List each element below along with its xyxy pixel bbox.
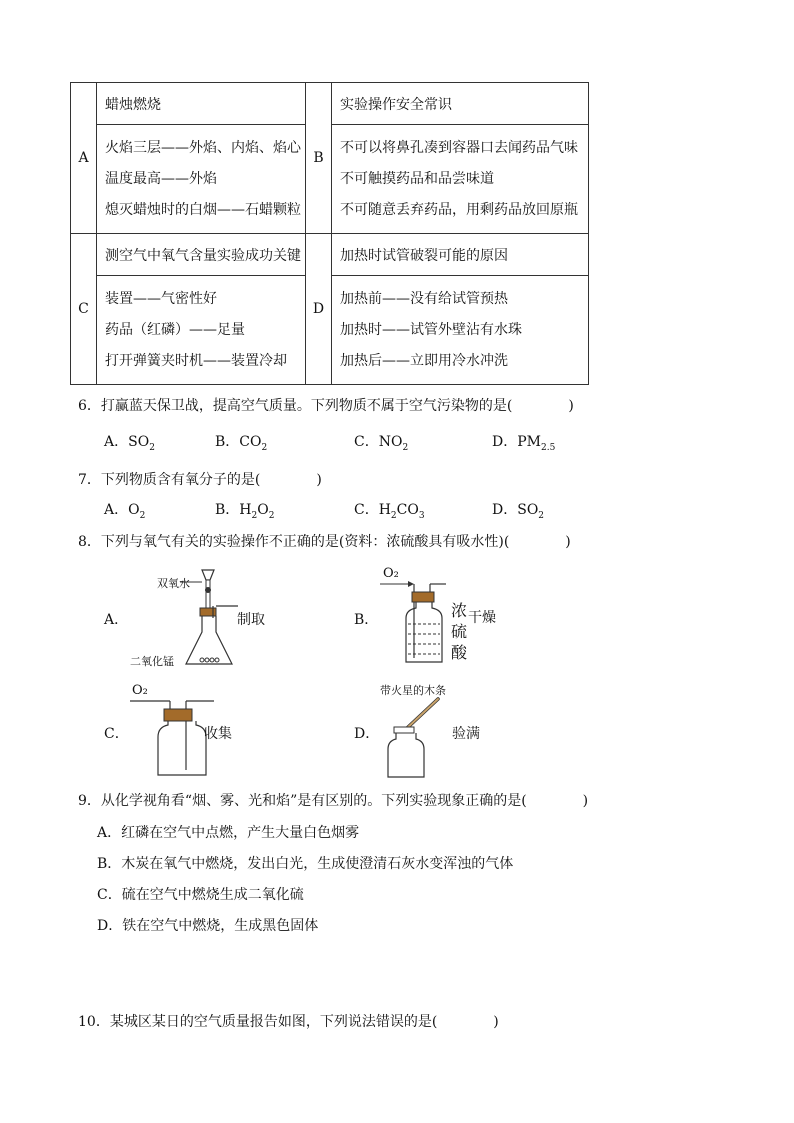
option-b-content — [332, 125, 589, 234]
option-c-line: 装置——气密性好 — [105, 290, 217, 307]
q8-option-d-letter[interactable]: D． — [354, 726, 380, 742]
q7-option-a[interactable] — [104, 499, 145, 521]
option-b-line: 不可触摸药品和品尝味道 — [340, 170, 494, 187]
option-d-line: 加热后——立即用冷水冲洗 — [340, 352, 508, 369]
q8-option-b-gas: O₂ — [383, 566, 399, 581]
q8-option-a-letter[interactable]: A． — [104, 612, 129, 628]
q6-option-d-text: D．PM — [492, 434, 541, 450]
option-a-title: 蜡烛燃烧 — [97, 83, 306, 125]
q7-option-a-text: A．O — [104, 502, 140, 518]
option-b-title: 实验操作安全常识 — [332, 83, 589, 125]
option-a-line: 熄灭蜡烛时的白烟——石蜡颗粒 — [105, 201, 301, 218]
q7-option-c-text1: C．H — [354, 502, 391, 518]
q7-option-c-sub2: 3 — [418, 510, 425, 521]
option-c-letter: C — [71, 234, 97, 385]
q7-option-c[interactable] — [354, 499, 425, 521]
gas-washing-bottle-icon — [380, 578, 450, 668]
question-9-stem: 9．从化学视角看“烟、雾、光和焰”是有区别的。下列实验现象正确的是( ) — [78, 793, 589, 809]
q8-option-d-action: 验满 — [452, 726, 480, 742]
option-c-line: 药品（红磷）——足量 — [105, 321, 245, 338]
option-a-letter: A — [71, 83, 97, 234]
q6-option-d-sub: 2.5 — [540, 442, 556, 453]
q7-option-b-sub2: 2 — [268, 510, 275, 521]
manganese-dioxide-label: 二氧化锰 — [130, 655, 174, 668]
q6-option-b-text: B．CO — [215, 434, 262, 450]
q6-option-c[interactable] — [354, 431, 408, 453]
question-10-stem: 10．某城区某日的空气质量报告如图，下列说法错误的是( ) — [78, 1014, 499, 1030]
q6-option-a-text: A．SO — [104, 434, 150, 450]
q8-option-c-gas: O₂ — [132, 683, 148, 698]
option-a-line: 温度最高——外焰 — [105, 170, 217, 187]
q7-option-d[interactable] — [492, 499, 544, 521]
q9-option-d[interactable]: D．铁在空气中燃烧，生成黑色固体 — [97, 918, 319, 934]
q6-option-b[interactable] — [215, 431, 267, 453]
option-b-line: 不可以将鼻孔凑到容器口去闻药品气味 — [340, 139, 578, 156]
flask-apparatus-icon — [180, 562, 240, 672]
option-d-title: 加热时试管破裂可能的原因 — [332, 234, 589, 276]
acid-char-2: 硫 — [451, 622, 468, 641]
glowing-stick-label: 带火星的木条 — [380, 684, 446, 697]
q8-option-b-letter[interactable]: B． — [354, 612, 379, 628]
hydrogen-peroxide-label: 双氧水 — [157, 577, 190, 590]
q8-option-b-action: 干燥 — [468, 610, 496, 626]
q6-option-a[interactable] — [104, 431, 155, 453]
q7-option-a-sub: 2 — [139, 510, 146, 521]
q7-option-b-text1: B．H — [215, 502, 252, 518]
option-d-line: 加热前——没有给试管预热 — [340, 290, 508, 307]
q8-option-a-action: 制取 — [237, 612, 265, 628]
option-c-title: 测空气中氧气含量实验成功关键 — [97, 234, 306, 276]
q6-option-c-sub: 2 — [402, 442, 409, 453]
q7-option-c-text2: CO — [396, 502, 419, 518]
question-8-stem: 8．下列与氧气有关的实验操作不正确的是(资料：浓硫酸具有吸水性)( ) — [78, 534, 571, 550]
question-7-stem: 7．下列物质含有氧分子的是( ) — [78, 472, 322, 488]
q7-option-c-sub1: 2 — [390, 510, 397, 521]
bottle-with-glowing-stick-icon — [380, 695, 460, 780]
acid-char-3: 酸 — [451, 643, 468, 662]
option-c-line: 打开弹簧夹时机——装置冷却 — [105, 352, 287, 369]
option-b-line: 不可随意丢弃药品，用剩药品放回原瓶 — [340, 201, 578, 218]
q7-option-d-text: D．SO — [492, 502, 539, 518]
q9-option-c[interactable]: C．硫在空气中燃烧生成二氧化硫 — [97, 887, 304, 903]
q9-option-b[interactable]: B．木炭在氧气中燃烧，发出白光，生成使澄清石灰水变浑浊的气体 — [97, 856, 514, 872]
q7-option-b[interactable] — [215, 499, 274, 521]
q6-option-a-sub: 2 — [149, 442, 155, 453]
q8-option-c-letter[interactable]: C． — [104, 726, 129, 742]
option-b-letter: B — [306, 83, 332, 234]
knowledge-table — [70, 82, 589, 385]
option-a-content — [97, 125, 306, 234]
q7-option-b-sub1: 2 — [251, 510, 258, 521]
option-d-letter: D — [306, 234, 332, 385]
q6-option-b-sub: 2 — [261, 442, 268, 453]
q9-option-a[interactable]: A．红磷在空气中点燃，产生大量白色烟雾 — [97, 825, 360, 841]
q6-option-c-text: C．NO — [354, 434, 403, 450]
acid-char-1: 浓 — [451, 601, 468, 620]
q6-option-d[interactable] — [492, 431, 555, 453]
option-c-content — [97, 276, 306, 385]
option-d-content — [332, 276, 589, 385]
question-6-stem: 6．打赢蓝天保卫战，提高空气质量。下列物质不属于空气污染物的是( ) — [78, 398, 574, 414]
q8-option-c-action: 收集 — [204, 726, 232, 742]
q7-option-d-sub: 2 — [538, 510, 545, 521]
option-d-line: 加热时——试管外壁沾有水珠 — [340, 321, 522, 338]
option-a-line: 火焰三层——外焰、内焰、焰心 — [105, 139, 301, 156]
q7-option-b-text2: O — [257, 502, 269, 518]
